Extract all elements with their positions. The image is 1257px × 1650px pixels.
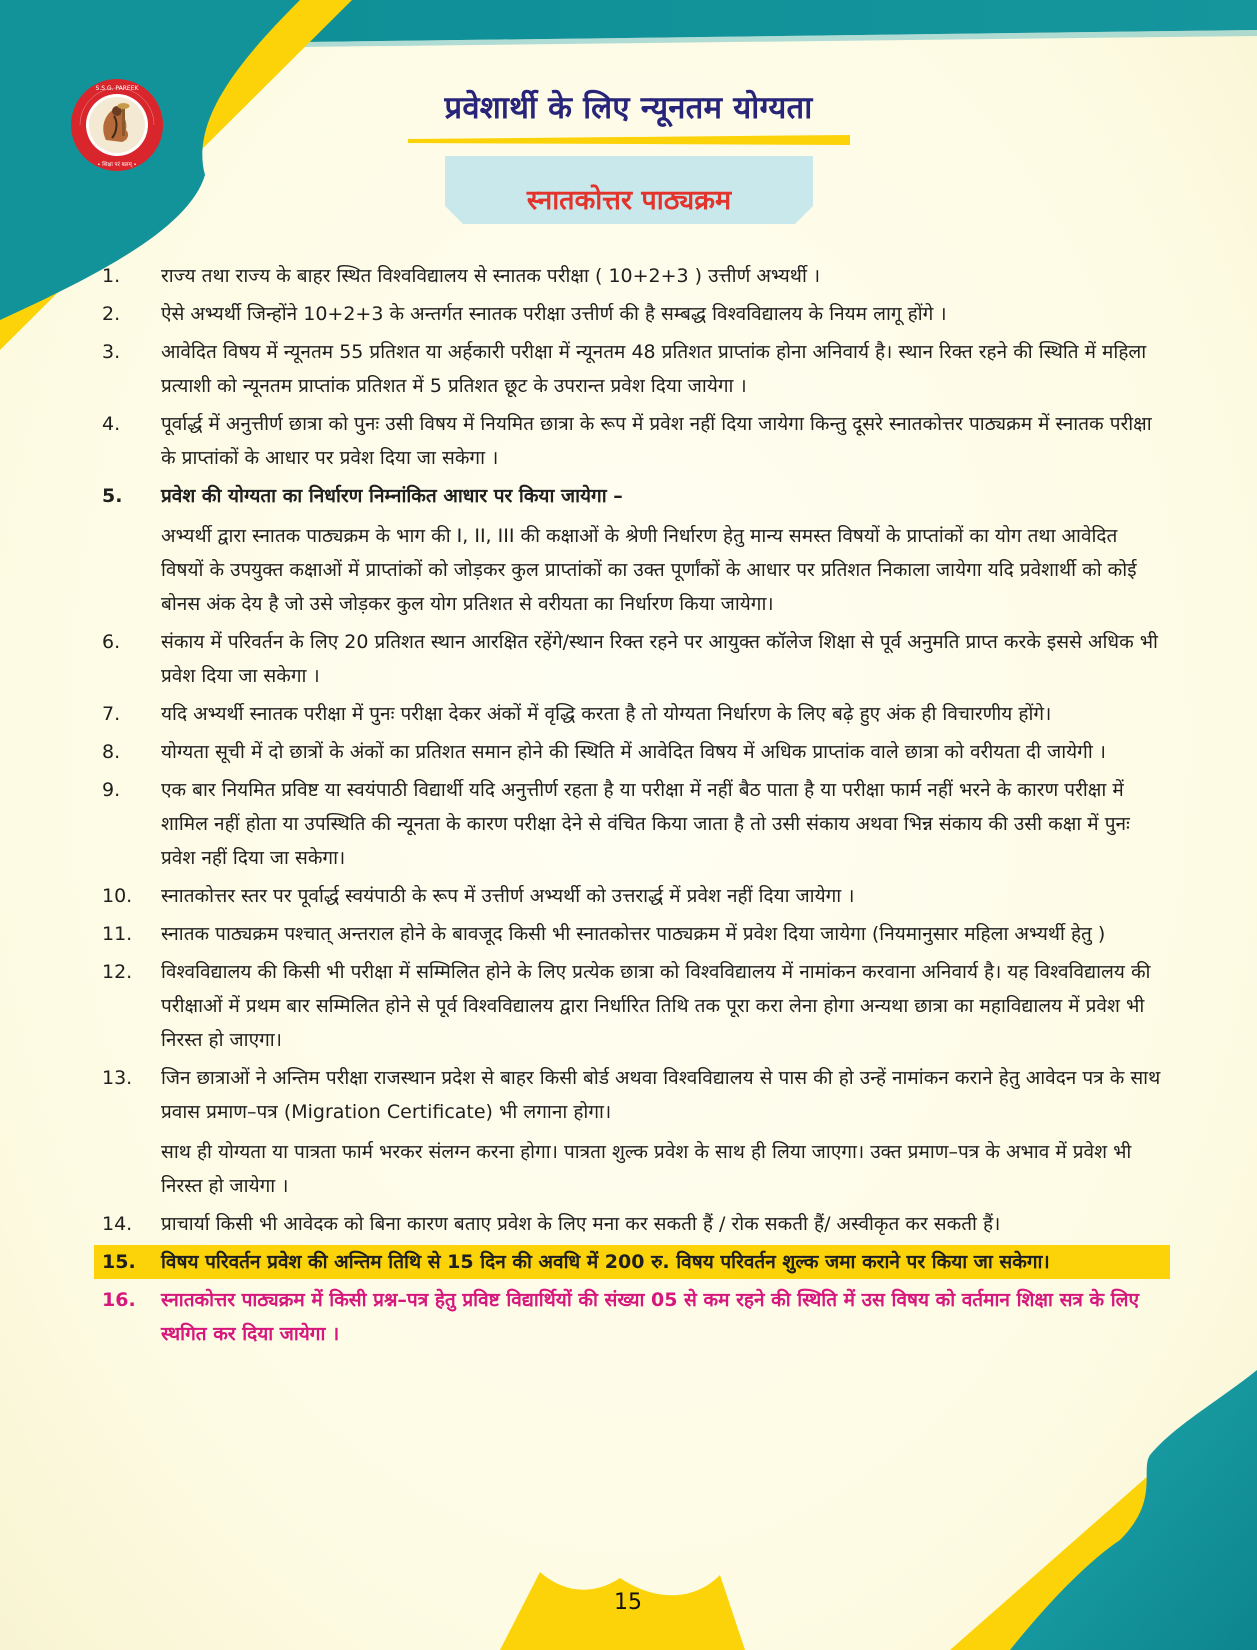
rule-item-16-emphasis [96, 1283, 1164, 1351]
rule-text: विषय परिवर्तन प्रवेश की अन्तिम तिथि से 15 दिन की अवधि में 200 रु. विषय परिवर्तन शुल्क जमा कराने पर किया जा सकेगा। [161, 1251, 1050, 1273]
rule-text: प्राचार्या किसी भी आवेदक को बिना कारण बताए प्रवेश के लिए मना कर सकती हैं / रोक सकती हैं/ अस्वीकृत कर सकती हैं। [161, 1213, 1001, 1235]
rule-item-10 [96, 879, 1164, 913]
rule-item-11 [96, 917, 1164, 951]
rule-item-4 [96, 407, 1164, 475]
rule-number: 7. [102, 703, 121, 725]
rule-text: संकाय में परिवर्तन के लिए 20 प्रतिशत स्थान आरक्षित रहेंगे/स्थान रिक्त रहने पर आयुक्त कॉलेज शिक्षा से पूर्व अनुमति प्राप्त करके इससे अधिक भी प्रवेश दिया जा सकेगा । [161, 631, 1158, 687]
rule-item-12 [96, 955, 1164, 1057]
rule-item-8 [96, 735, 1164, 769]
rule-text: योग्यता सूची में दो छात्रों के अंकों का प्रतिशत समान होने की स्थिति में आवेदित विषय में अधिक प्राप्तांक वाले छात्रा को वरीयता दी जायेगी । [161, 741, 1107, 763]
rule-number: 3. [102, 341, 121, 363]
rule-item-13 [96, 1061, 1164, 1203]
rule-number: 6. [102, 631, 121, 653]
rule-text: ऐसे अभ्यर्थी जिन्होंने 10+2+3 के अन्तर्गत स्नातक परीक्षा उत्तीर्ण की है सम्बद्ध विश्वविद्यालय के नियम लागू होंगे । [161, 303, 947, 325]
rule-text: स्नातक पाठ्यक्रम पश्चात् अन्तराल होने के बावजूद किसी भी स्नातकोत्तर पाठ्यक्रम में प्रवेश दिया जायेगा (नियमानुसार महिला अभ्यर्थी हेतु ) [161, 923, 1106, 945]
rule-item-2 [96, 297, 1164, 331]
rule-paragraph: साथ ही योग्यता या पात्रता फार्म भरकर संलग्न करना होगा। पात्रता शुल्क प्रवेश के साथ ही लिया जाएगा। उक्त प्रमाण–पत्र के अभाव में प्रवेश भी निरस्त हो जायेगा । [161, 1141, 1132, 1197]
rule-number: 9. [102, 779, 121, 801]
rule-item-3 [96, 335, 1164, 403]
rule-number: 13. [102, 1067, 133, 1089]
section-subtitle: स्नातकोत्तर पाठ्यक्रम [526, 185, 732, 216]
page-title: प्रवेशार्थी के लिए न्यूनतम योग्यता [444, 90, 813, 126]
svg-text:S.S.G. PAREEK: S.S.G. PAREEK [95, 85, 139, 92]
rule-number: 1. [102, 265, 121, 287]
rule-text: एक बार नियमित प्रविष्ट या स्वयंपाठी विद्यार्थी यदि अनुत्तीर्ण रहता है या परीक्षा में नहीं बैठ पाता है या परीक्षा फार्म नहीं भरने के कारण परीक्षा में शामिल नहीं होता या उपस्थिति की न्यूनता के कारण परीक्षा देने से वंचित किया जाता है तो उसी संकाय अथवा भिन्न संकाय की उसी कक्षा में पुनः प्रवेश नहीं दिया जा सकेगा। [161, 779, 1130, 869]
rule-number: 11. [102, 923, 133, 945]
rule-number: 10. [102, 885, 133, 907]
rule-number: 2. [102, 303, 121, 325]
title-underline [408, 135, 850, 145]
rule-item-9 [96, 773, 1164, 875]
rule-paragraph: अभ्यर्थी द्वारा स्नातक पाठ्यक्रम के भाग की I, II, III की कक्षाओं के श्रेणी निर्धारण हेतु मान्य समस्त विषयों के प्राप्तांकों का योग तथा आवेदित विषयों के उपयुक्त कक्षाओं में प्राप्तांकों को जोड़कर कुल प्राप्तांकों का उक्त पूर्णांकों के आधार पर प्रतिशत निकाला जायेगा यदि प्रवेशार्थी को कोई बोनस अंक देय है जो उसे जोड़कर कुल योग प्रतिशत से वरीयता का निर्धारण किया जायेगा। [161, 525, 1137, 615]
rule-number: 14. [102, 1213, 133, 1235]
rule-item-5 [96, 479, 1164, 621]
eligibility-rules-list [96, 259, 1164, 1355]
rule-text: जिन छात्राओं ने अन्तिम परीक्षा राजस्थान प्रदेश से बाहर किसी बोर्ड अथवा विश्वविद्यालय से पास की हो उन्हें नामांकन कराने हेतु आवेदन पत्र के साथ प्रवास प्रमाण–पत्र (Migration Certificate) भी लगाना होगा। [161, 1067, 1161, 1123]
rule-number: 16. [102, 1289, 136, 1311]
rule-text: राज्य तथा राज्य के बाहर स्थित विश्वविद्यालय से स्नातक परीक्षा ( 10+2+3 ) उत्तीर्ण अभ्यर्थी । [161, 265, 821, 287]
rule-item-15-highlighted [94, 1245, 1170, 1279]
rule-heading: प्रवेश की योग्यता का निर्धारण निम्नांकित आधार पर किया जायेगा – [161, 485, 623, 507]
svg-text:• शिक्षा परं बलम् •: • शिक्षा परं बलम् • [97, 162, 137, 168]
rule-item-6 [96, 625, 1164, 693]
rule-item-7 [96, 697, 1164, 731]
rule-number: 4. [102, 413, 121, 435]
page-number: 15 [614, 1590, 642, 1615]
rule-text: स्नातकोत्तर पाठ्यक्रम में किसी प्रश्न–पत्र हेतु प्रविष्ट विद्यार्थियों की संख्या 05 से कम रहने की स्थिति में उस विषय को वर्तमान शिक्षा सत्र के लिए स्थगित कर दिया जायेगा । [161, 1289, 1140, 1345]
rule-item-1 [96, 259, 1164, 293]
rule-number: 5. [102, 485, 123, 507]
rule-text: आवेदित विषय में न्यूनतम 55 प्रतिशत या अर्हकारी परीक्षा में न्यूनतम 48 प्रतिशत प्राप्तांक होना अनिवार्य है। स्थान रिक्त रहने की स्थिति में महिला प्रत्याशी को न्यूनतम प्राप्तांक प्रतिशत में 5 प्रतिशत छूट के उपरान्त प्रवेश दिया जायेगा । [161, 341, 1147, 397]
rule-text: यदि अभ्यर्थी स्नातक परीक्षा में पुनः परीक्षा देकर अंकों में वृद्धि करता है तो योग्यता निर्धारण के लिए बढ़े हुए अंक ही विचारणीय होंगे। [161, 703, 1052, 725]
rule-text: स्नातकोत्तर स्तर पर पूर्वार्द्ध स्वयंपाठी के रूप में उत्तीर्ण अभ्यर्थी को उत्तरार्द्ध में प्रवेश नहीं दिया जायेगा । [161, 885, 855, 907]
rule-number: 15. [102, 1251, 136, 1273]
rule-number: 12. [102, 961, 133, 983]
rule-text: पूर्वार्द्ध में अनुत्तीर्ण छात्रा को पुनः उसी विषय में नियमित छात्रा के रूप में प्रवेश नहीं दिया जायेगा किन्तु दूसरे स्नातकोत्तर पाठ्यक्रम में स्नातक परीक्षा के प्राप्तांकों के आधार पर प्रवेश दिया जा सकेगा । [161, 413, 1152, 469]
rule-text: विश्वविद्यालय की किसी भी परीक्षा में सम्मिलित होने के लिए प्रत्येक छात्रा को विश्वविद्यालय में नामांकन करवाना अनिवार्य है। यह विश्वविद्यालय की परीक्षाओं में प्रथम बार सम्मिलित होने से पूर्व विश्वविद्यालय द्वारा निर्धारित तिथि तक पूरा करा लेना होगा अन्यथा छात्रा का महाविद्यालय में प्रवेश भी निरस्त हो जाएगा। [161, 961, 1151, 1051]
rule-number: 8. [102, 741, 121, 763]
college-logo [70, 78, 164, 172]
rule-item-14 [96, 1207, 1164, 1241]
